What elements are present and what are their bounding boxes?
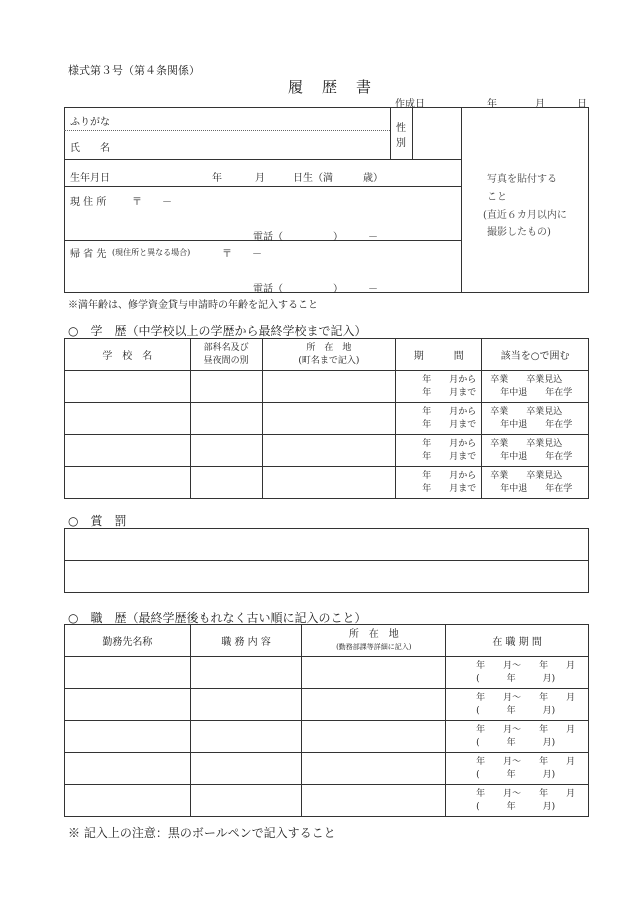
period-to: 年 月まで <box>422 387 477 398</box>
location-cell[interactable] <box>262 403 396 435</box>
work-row <box>65 721 589 753</box>
col-school-name: 学 校 名 <box>65 339 191 371</box>
awards-row[interactable] <box>65 529 589 561</box>
work-row <box>65 753 589 785</box>
work-period-range: 年 月～ 年 月 <box>476 692 576 703</box>
created-date-label: 作成日 <box>395 99 425 110</box>
work-period-duration: ( 年 月) <box>476 705 556 716</box>
employer-cell[interactable] <box>65 785 191 817</box>
status-cell[interactable] <box>482 403 589 435</box>
work-period-range: 年 月～ 年 月 <box>476 756 576 767</box>
period-from: 年 月から <box>422 374 477 385</box>
work-period-range: 年 月～ 年 月 <box>476 788 576 799</box>
photo-instruction-3: (直近６カ月以内に <box>483 210 567 221</box>
status-cell[interactable] <box>482 435 589 467</box>
awards-table <box>64 528 589 593</box>
status-withdrawn: 年中退 年在学 <box>500 483 573 494</box>
period-to: 年 月まで <box>422 451 477 462</box>
duties-cell[interactable] <box>190 689 302 721</box>
duties-cell[interactable] <box>190 785 302 817</box>
phone-2: 電話（ ） － <box>253 284 378 295</box>
col-department: 部科名及び 昼夜間の別 <box>190 339 262 371</box>
phone-1: 電話（ ） － <box>253 232 378 243</box>
gender-label: 性 別 <box>396 123 406 149</box>
birth-year: 年 <box>212 173 222 184</box>
department-cell[interactable] <box>190 403 262 435</box>
home-address-label: 帰 省 先 <box>70 249 107 260</box>
col-work-location-title: 所 在 地 <box>348 628 399 640</box>
work-period-range: 年 月～ 年 月 <box>476 724 576 735</box>
work-period-cell[interactable] <box>446 753 589 785</box>
school-name-cell[interactable] <box>65 467 191 499</box>
furigana-label: ふりがな <box>70 117 110 128</box>
status-withdrawn: 年中退 年在学 <box>500 419 573 430</box>
education-row <box>65 371 589 403</box>
col-duties: 職 務 内 容 <box>190 625 302 657</box>
photo-instruction-1: 写真を貼付する <box>487 174 557 185</box>
period-from: 年 月から <box>422 438 477 449</box>
school-name-cell[interactable] <box>65 371 191 403</box>
period-cell[interactable] <box>396 467 482 499</box>
work-row <box>65 689 589 721</box>
footer-note: ※ 記入上の注意：黒のボールペンで記入すること <box>68 826 336 840</box>
home-postal: 〒 － <box>222 249 262 260</box>
work-period-cell[interactable] <box>446 785 589 817</box>
status-cell[interactable] <box>482 371 589 403</box>
date-month: 月 <box>535 99 545 110</box>
duties-cell[interactable] <box>190 721 302 753</box>
work-period-duration: ( 年 月) <box>476 737 556 748</box>
status-withdrawn: 年中退 年在学 <box>500 451 573 462</box>
work-location-cell[interactable] <box>302 721 446 753</box>
age-note: ※満年齢は、修学資金貸与申請時の年齢を記入すること <box>68 300 318 311</box>
col-employer: 勤務先名称 <box>65 625 191 657</box>
address-postal: 〒 － <box>132 197 172 208</box>
employer-cell[interactable] <box>65 657 191 689</box>
department-cell[interactable] <box>190 467 262 499</box>
status-graduated: 卒業 卒業見込 <box>490 406 563 417</box>
date-day: 日 <box>577 99 587 110</box>
work-location-cell[interactable] <box>302 785 446 817</box>
department-cell[interactable] <box>190 371 262 403</box>
birth-month: 月 <box>255 173 265 184</box>
work-period-duration: ( 年 月) <box>476 673 556 684</box>
period-to: 年 月まで <box>422 483 477 494</box>
work-location-cell[interactable] <box>302 657 446 689</box>
status-graduated: 卒業 卒業見込 <box>490 438 563 449</box>
work-period-duration: ( 年 月) <box>476 801 556 812</box>
form-number: 様式第３号（第４条関係） <box>68 64 200 77</box>
col-period: 期 間 <box>396 339 482 371</box>
page-title: 履 歴 書 <box>288 78 374 96</box>
employer-cell[interactable] <box>65 689 191 721</box>
work-period-duration: ( 年 月) <box>476 769 556 780</box>
period-cell[interactable] <box>396 435 482 467</box>
work-period-cell[interactable] <box>446 657 589 689</box>
department-cell[interactable] <box>190 435 262 467</box>
education-table <box>64 338 589 499</box>
col-status: 該当を○で囲む <box>482 339 589 371</box>
status-graduated: 卒業 卒業見込 <box>490 374 563 385</box>
work-row <box>65 657 589 689</box>
col-work-period: 在 職 期 間 <box>446 625 589 657</box>
work-heading: ○ 職 歴（最終学歴後もれなく古い順に記入のこと） <box>68 611 367 625</box>
location-cell[interactable] <box>262 467 396 499</box>
period-cell[interactable] <box>396 403 482 435</box>
work-location-cell[interactable] <box>302 753 446 785</box>
home-address-note: (現住所と異なる場合) <box>112 248 191 257</box>
location-cell[interactable] <box>262 435 396 467</box>
name-label: 氏 名 <box>70 143 110 154</box>
birth-date-label: 生年月日 <box>70 173 110 184</box>
photo-instruction-2: こと <box>487 192 507 203</box>
col-work-location <box>302 625 446 657</box>
date-year: 年 <box>487 99 497 110</box>
employer-cell[interactable] <box>65 753 191 785</box>
status-cell[interactable] <box>482 467 589 499</box>
period-cell[interactable] <box>396 371 482 403</box>
work-period-cell[interactable] <box>446 721 589 753</box>
education-row <box>65 435 589 467</box>
col-location: 所 在 地 (町名まで記入) <box>262 339 396 371</box>
address-label: 現 住 所 <box>70 197 107 208</box>
col-work-location-note: (勤務部課等詳細に記入) <box>336 642 412 651</box>
period-from: 年 月から <box>422 406 477 417</box>
work-location-cell[interactable] <box>302 689 446 721</box>
education-row <box>65 403 589 435</box>
work-table <box>64 624 589 817</box>
location-cell[interactable] <box>262 371 396 403</box>
period-to: 年 月まで <box>422 419 477 430</box>
status-withdrawn: 年中退 年在学 <box>500 387 573 398</box>
status-graduated: 卒業 卒業見込 <box>490 470 563 481</box>
photo-instruction-4: 撮影したもの) <box>487 227 551 238</box>
duties-cell[interactable] <box>190 753 302 785</box>
school-name-cell[interactable] <box>65 403 191 435</box>
education-row <box>65 467 589 499</box>
work-period-cell[interactable] <box>446 689 589 721</box>
employer-cell[interactable] <box>65 721 191 753</box>
awards-heading: ○ 賞 罰 <box>68 514 127 528</box>
work-row <box>65 785 589 817</box>
school-name-cell[interactable] <box>65 435 191 467</box>
birth-day-age: 日生（満 歳） <box>293 173 383 184</box>
awards-row[interactable] <box>65 561 589 593</box>
duties-cell[interactable] <box>190 657 302 689</box>
period-from: 年 月から <box>422 470 477 481</box>
work-period-range: 年 月～ 年 月 <box>476 660 576 671</box>
education-heading: ○ 学 歴（中学校以上の学歴から最終学校まで記入） <box>68 324 367 338</box>
